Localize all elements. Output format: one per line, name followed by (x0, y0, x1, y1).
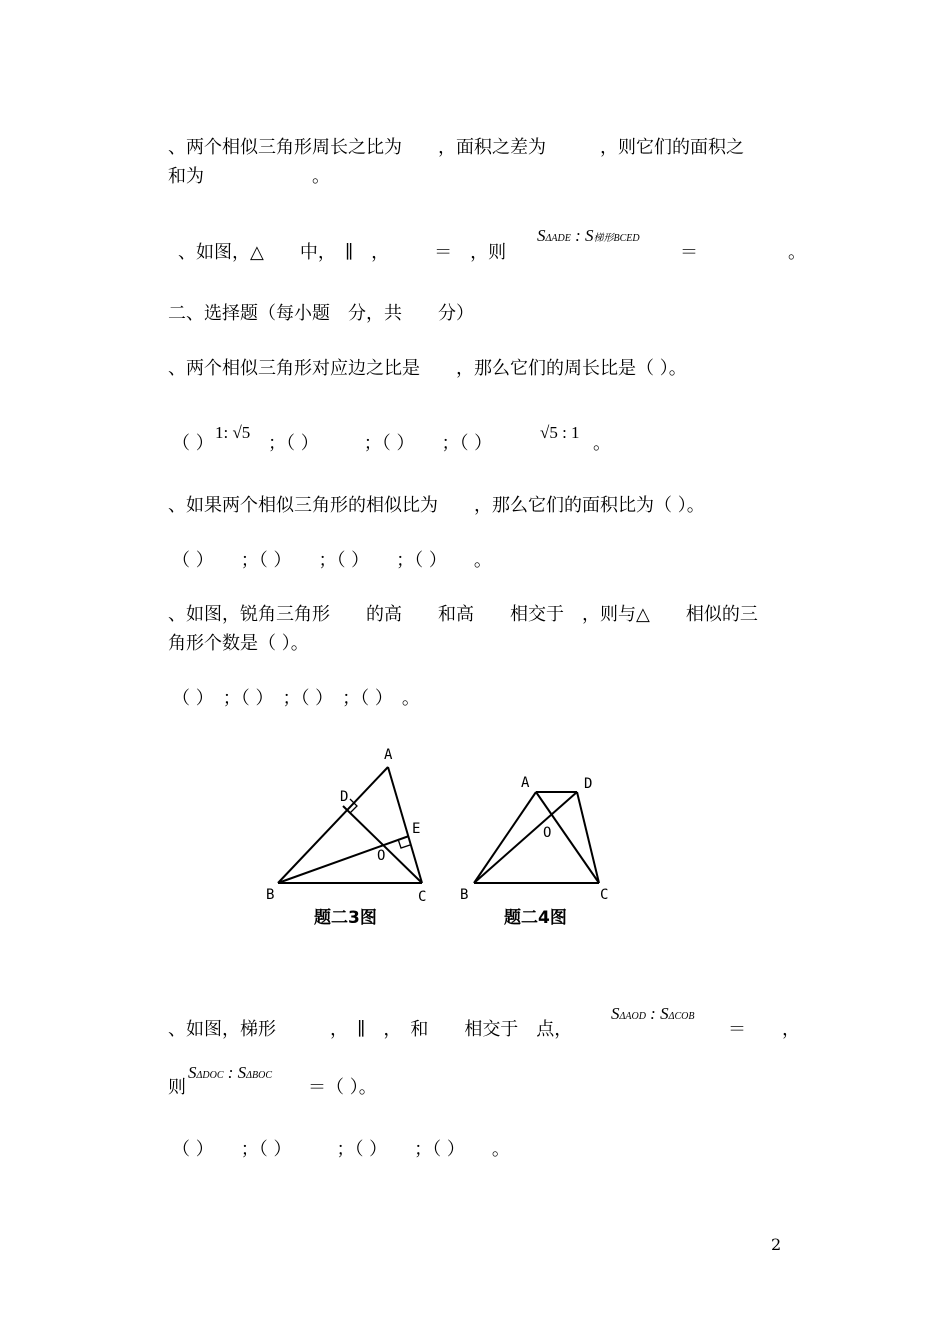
label-d-fig1: D (340, 789, 349, 805)
s-symbol: S (660, 1004, 669, 1023)
subscript-aod: ΔAOD (619, 1011, 646, 1022)
figure-1-triangle (278, 767, 422, 883)
mc1-option-d-math: √5 : 1 (540, 423, 580, 442)
mc2-options: （ ） ；（ ） ；（ ） ；（ ） 。 (172, 550, 492, 571)
s-symbol: S (537, 226, 546, 245)
mc3-options: （ ） ；（ ） ；（ ） ；（ ） 。 (172, 688, 420, 709)
label-b-fig2: B (460, 887, 469, 903)
s-symbol: S (611, 1004, 620, 1023)
mc1-option-a-label: （ ） (172, 433, 214, 454)
label-a-fig1: A (384, 747, 393, 763)
mc4-line-2-prefix: 则 (168, 1077, 186, 1098)
label-d-fig2: D (584, 776, 593, 792)
subscript-bced: 梯形BCED (593, 233, 640, 244)
colon: : (650, 1004, 656, 1023)
question-1-line-2: 和为 。 (168, 166, 330, 187)
s-symbol: S (584, 226, 594, 245)
label-c-fig1: C (418, 889, 427, 905)
figure-2-caption: 题二4图 (504, 908, 567, 928)
section-heading: 二、选择题（每小题 分，共 分） (168, 303, 474, 324)
s-symbol: S (237, 1063, 247, 1082)
subscript-doc: ΔDOC (196, 1070, 224, 1081)
subscript-ade: ΔADE (545, 233, 571, 244)
altitude-be (278, 836, 409, 883)
label-o-fig1: O (377, 848, 386, 864)
mc4-options: （ ） ；（ ） ；（ ） ；（ ） 。 (172, 1139, 510, 1160)
mc4-line-2-suffix: ＝（ ）。 (308, 1077, 377, 1098)
subscript-cob: ΔCOB (668, 1011, 695, 1022)
segment-ba (278, 767, 388, 883)
area-ratio-expression (537, 226, 640, 246)
label-c-fig2: C (600, 887, 609, 903)
mc4-line-1-prefix: 、如图，梯形 ， ∥ ， 和 相交于 点， (168, 1019, 573, 1040)
mc1-end: 。 (593, 433, 611, 454)
right-angle-marks (350, 799, 410, 848)
aod-cob-ratio (611, 1004, 694, 1024)
label-b-fig1: B (266, 887, 275, 903)
geometry-figures (250, 735, 650, 935)
colon: : (575, 226, 581, 245)
doc-boc-ratio (188, 1063, 272, 1083)
mc4-line-1-suffix: ＝ ， (728, 1019, 800, 1040)
colon: : (227, 1063, 234, 1082)
question-2-suffix: ＝ 。 (680, 242, 806, 263)
label-a-fig2: A (521, 775, 530, 791)
label-e-fig1: E (412, 821, 421, 837)
mc3-line-1: 、如图，锐角三角形 的高 和高 相交于 ，则与△ 相似的三 (168, 604, 758, 625)
figure-2-trapezoid (474, 792, 599, 883)
mc1-option-a-math: 1: √5 (215, 423, 251, 442)
subscript-boc: ΔBOC (246, 1070, 273, 1081)
figure-1-caption: 题二3图 (314, 908, 377, 928)
mc1-options-middle: ；（ ） ；（ ） ；（ ） (268, 433, 493, 454)
mc2-question: 、如果两个相似三角形的相似比为 ，那么它们的面积比为（ ）。 (168, 495, 705, 516)
question-2-prefix: 、如图，△ 中， ∥ ， ＝ ，则 (178, 242, 507, 263)
label-o-fig2: O (543, 825, 552, 841)
mc3-line-2: 角形个数是（ ）。 (168, 633, 309, 654)
s-symbol: S (188, 1063, 197, 1082)
segment-dc (577, 792, 599, 883)
question-1-line-1: 、两个相似三角形周长之比为 ，面积之差为 ，则它们的面积之 (168, 137, 744, 158)
page-number: 2 (771, 1235, 782, 1254)
mc1-question: 、两个相似三角形对应边之比是 ，那么它们的周长比是（ ）。 (168, 358, 687, 379)
